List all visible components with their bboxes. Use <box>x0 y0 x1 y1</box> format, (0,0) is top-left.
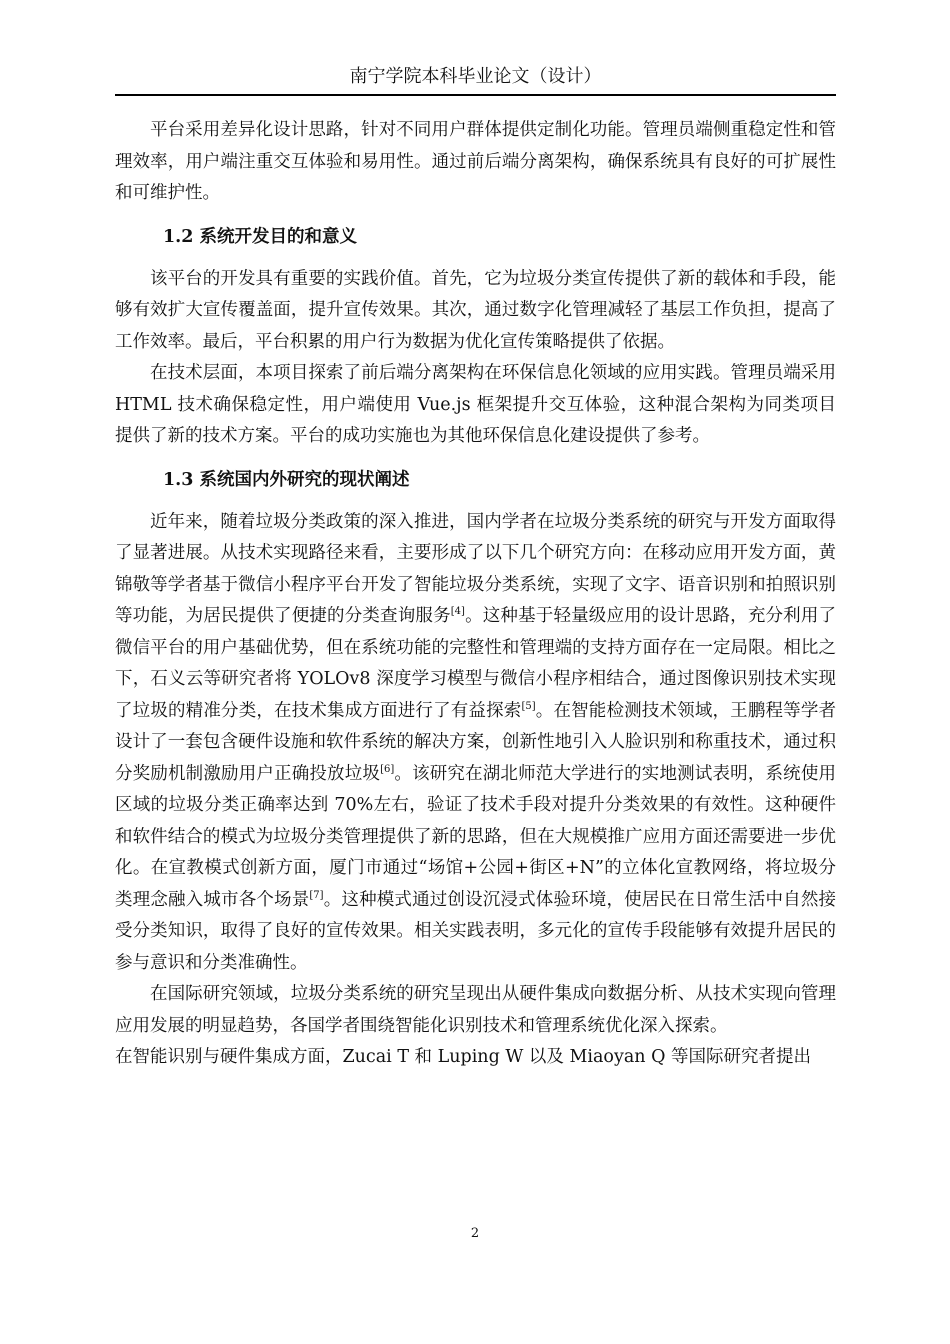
text-run: 。这种基于轻量级应用的设计思路，充分利用了微信平台的用户基础优势，但在系统功能的完整性和管理端的支持方面存在一定局限。相比之下，石义云等研究者将 YOLOv8 深度学习模型与微信小程序相结合，通过图像识别技术实现了垃圾的精准分类，在技术集成方面进行了有益探索 <box>115 606 837 721</box>
paragraph-1-3-3: 在智能识别与硬件集成方面，Zucai T 和 Luping W 以及 Miaoyan Q 等国际研究者提出 <box>115 1047 812 1067</box>
paragraph-intro: 平台采用差异化设计思路，针对不同用户群体提供定制化功能。管理员端侧重稳定性和管理效率，用户端注重交互体验和易用性。通过前后端分离架构，确保系统具有良好的可扩展性和可维护性。 <box>115 120 836 203</box>
citation-6: [6] <box>380 763 395 775</box>
citation-5: [5] <box>521 700 536 712</box>
text-run: 近年来，随着垃圾分类政策的深入推进，国内学者在垃圾分类系统的研究与开发方面取得了显著进展。从技术实现路径来看，主要形成了以下几个研究方向：在移动应用开发方面，黄锦敬等学者基于微信小程序平台开发了智能垃圾分类系统，实现了文字、语音识别和拍照识别等功能，为居民提供了便捷的分类查询服务 <box>115 511 836 626</box>
page-header: 南宁学院本科毕业论文（设计） <box>115 64 836 96</box>
paragraph-1-3-2: 在国际研究领域，垃圾分类系统的研究呈现出从硬件集成向数据分析、从技术实现向管理应用发展的明显趋势，各国学者围绕智能化识别技术和管理系统优化深入探索。 <box>115 984 836 1036</box>
citation-4: [4] <box>450 606 465 618</box>
section-heading-1-2: 1.2 系统开发目的和意义 <box>163 226 358 247</box>
text-run: 。这种模式通过创设沉浸式体验环境，使居民在日常生活中自然接受分类知识，取得了良好的宣传效果。相关实践表明，多元化的宣传手段能够有效提升居民的参与意识和分类准确性。 <box>115 889 837 973</box>
paragraph-1-2-2: 在技术层面，本项目探索了前后端分离架构在环保信息化领域的应用实践。管理员端采用 HTML 技术确保稳定性，用户端使用 Vue.js 框架提升交互体验，这种混合架构为同类项目提供了新的技术方案。平台的成功实施也为其他环保信息化建设提供了参考。 <box>115 363 836 446</box>
section-heading-1-3: 1.3 系统国内外研究的现状阐述 <box>163 469 410 490</box>
paragraph-1-3-1 <box>115 507 836 980</box>
page-number: 2 <box>470 1226 480 1241</box>
text-run: 。该研究在湖北师范大学进行的实地测试表明，系统使用区域的垃圾分类正确率达到 70%左右，验证了技术手段对提升分类效果的有效性。这种硬件和软件结合的模式为垃圾分类管理提供了新的思路，但在大规模推广应用方面还需要进一步优化。在宣教模式创新方面，厦门市通过“场馆+公园+街区+N”的立体化宣教网络，将垃圾分类理念融入城市各个场景 <box>115 763 837 910</box>
paragraph-1-2-1: 该平台的开发具有重要的实践价值。首先，它为垃圾分类宣传提供了新的载体和手段，能够有效扩大宣传覆盖面，提升宣传效果。其次，通过数字化管理减轻了基层工作负担，提高了工作效率。最后，平台积累的用户行为数据为优化宣传策略提供了依据。 <box>115 268 836 352</box>
body-text <box>115 115 836 1074</box>
citation-7: [7] <box>309 889 324 901</box>
text-run: 。在智能检测技术领域，王鹏程等学者设计了一套包含硬件设施和软件系统的解决方案，创新性地引入人脸识别和称重技术，通过积分奖励机制激励用户正确投放垃圾 <box>115 700 837 784</box>
